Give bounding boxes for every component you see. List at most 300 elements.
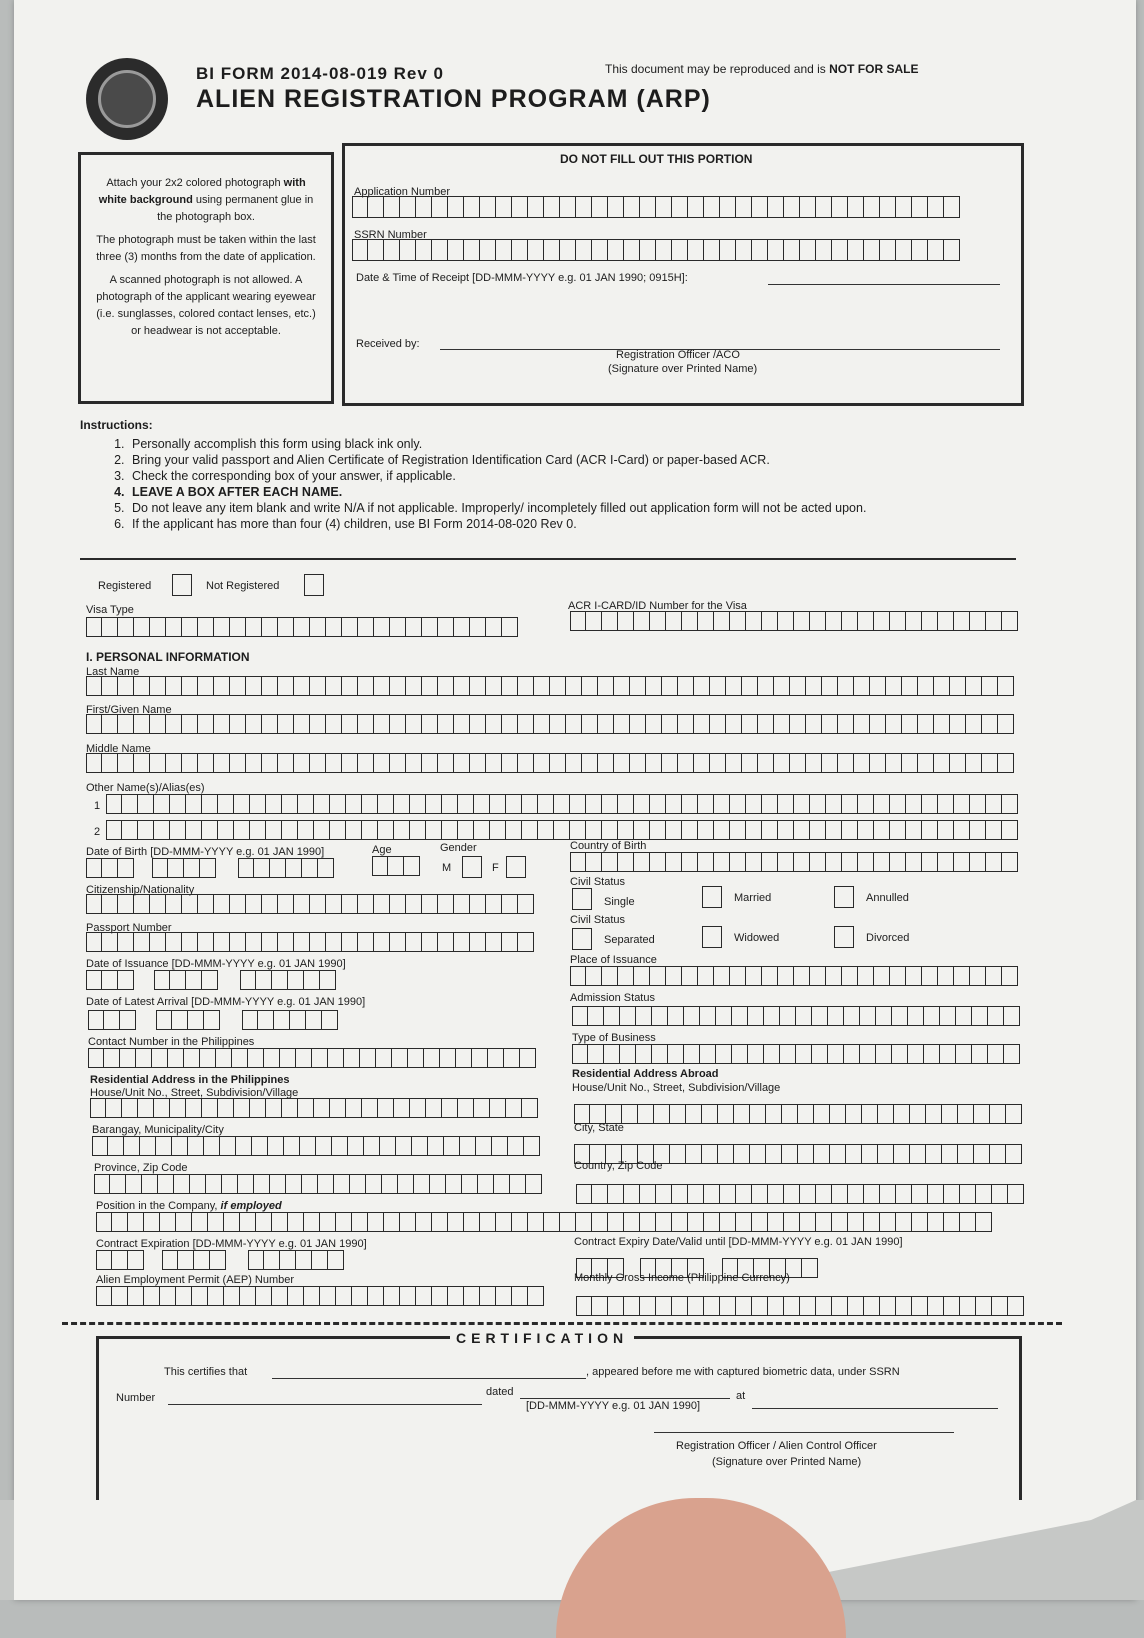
char-box[interactable] bbox=[254, 1174, 270, 1194]
char-box[interactable] bbox=[238, 858, 254, 878]
char-box[interactable] bbox=[262, 676, 278, 696]
char-box[interactable] bbox=[86, 714, 102, 734]
char-box[interactable] bbox=[134, 894, 150, 914]
char-box[interactable] bbox=[238, 1174, 254, 1194]
char-box[interactable] bbox=[118, 932, 134, 952]
char-box[interactable] bbox=[630, 714, 646, 734]
char-box[interactable] bbox=[742, 753, 758, 773]
char-box[interactable] bbox=[742, 676, 758, 696]
char-box[interactable] bbox=[586, 966, 602, 986]
char-box[interactable] bbox=[524, 1136, 540, 1156]
char-box[interactable] bbox=[762, 794, 778, 814]
char-box[interactable] bbox=[214, 753, 230, 773]
char-box[interactable] bbox=[586, 611, 602, 631]
char-box[interactable] bbox=[400, 196, 416, 218]
char-box[interactable] bbox=[974, 1104, 990, 1124]
char-box[interactable] bbox=[464, 1212, 480, 1232]
char-box[interactable] bbox=[464, 196, 480, 218]
char-box[interactable] bbox=[848, 1184, 864, 1204]
char-box[interactable] bbox=[848, 196, 864, 218]
char-box[interactable] bbox=[862, 1144, 878, 1164]
char-box[interactable] bbox=[342, 714, 358, 734]
char-box[interactable] bbox=[780, 1044, 796, 1064]
char-box[interactable] bbox=[166, 894, 182, 914]
civil-single-checkbox[interactable] bbox=[572, 888, 592, 910]
char-box[interactable] bbox=[870, 753, 886, 773]
char-box[interactable] bbox=[502, 932, 518, 952]
char-box[interactable] bbox=[374, 617, 390, 637]
char-box[interactable] bbox=[426, 794, 442, 814]
char-box[interactable] bbox=[746, 820, 762, 840]
char-box[interactable] bbox=[282, 794, 298, 814]
char-box[interactable] bbox=[298, 820, 314, 840]
char-box[interactable] bbox=[640, 1184, 656, 1204]
char-box[interactable] bbox=[576, 1212, 592, 1232]
char-box[interactable] bbox=[874, 852, 890, 872]
char-box[interactable] bbox=[438, 676, 454, 696]
char-box[interactable] bbox=[636, 1006, 652, 1026]
char-box[interactable] bbox=[480, 239, 496, 261]
char-box[interactable] bbox=[710, 676, 726, 696]
char-box[interactable] bbox=[954, 794, 970, 814]
char-box[interactable] bbox=[732, 1006, 748, 1026]
char-box[interactable] bbox=[310, 617, 326, 637]
char-box[interactable] bbox=[440, 1048, 456, 1068]
char-box[interactable] bbox=[438, 753, 454, 773]
char-box[interactable] bbox=[928, 196, 944, 218]
position-boxes[interactable] bbox=[96, 1212, 992, 1232]
char-box[interactable] bbox=[886, 753, 902, 773]
char-box[interactable] bbox=[208, 1286, 224, 1306]
char-box[interactable] bbox=[918, 753, 934, 773]
char-box[interactable] bbox=[990, 1104, 1006, 1124]
char-box[interactable] bbox=[486, 894, 502, 914]
char-box[interactable] bbox=[950, 753, 966, 773]
char-box[interactable] bbox=[358, 676, 374, 696]
char-box[interactable] bbox=[726, 753, 742, 773]
char-box[interactable] bbox=[246, 714, 262, 734]
char-box[interactable] bbox=[870, 676, 886, 696]
char-box[interactable] bbox=[96, 1286, 112, 1306]
char-box[interactable] bbox=[938, 852, 954, 872]
char-box[interactable] bbox=[972, 1006, 988, 1026]
char-box[interactable] bbox=[832, 1212, 848, 1232]
char-box[interactable] bbox=[272, 970, 288, 990]
char-box[interactable] bbox=[718, 1144, 734, 1164]
char-box[interactable] bbox=[810, 820, 826, 840]
char-box[interactable] bbox=[662, 753, 678, 773]
char-box[interactable] bbox=[374, 932, 390, 952]
char-box[interactable] bbox=[598, 753, 614, 773]
char-box[interactable] bbox=[140, 1136, 156, 1156]
dob-year-boxes[interactable] bbox=[238, 858, 334, 878]
char-box[interactable] bbox=[748, 1006, 764, 1026]
char-box[interactable] bbox=[602, 966, 618, 986]
char-box[interactable] bbox=[634, 852, 650, 872]
char-box[interactable] bbox=[614, 676, 630, 696]
char-box[interactable] bbox=[448, 1212, 464, 1232]
char-box[interactable] bbox=[534, 753, 550, 773]
char-box[interactable] bbox=[476, 1136, 492, 1156]
char-box[interactable] bbox=[112, 1286, 128, 1306]
char-box[interactable] bbox=[512, 1212, 528, 1232]
char-box[interactable] bbox=[814, 1144, 830, 1164]
char-box[interactable] bbox=[688, 239, 704, 261]
char-box[interactable] bbox=[430, 1174, 446, 1194]
char-box[interactable] bbox=[698, 611, 714, 631]
char-box[interactable] bbox=[608, 239, 624, 261]
char-box[interactable] bbox=[166, 676, 182, 696]
char-box[interactable] bbox=[966, 753, 982, 773]
char-box[interactable] bbox=[790, 676, 806, 696]
passport-boxes[interactable] bbox=[86, 932, 534, 952]
char-box[interactable] bbox=[982, 753, 998, 773]
char-box[interactable] bbox=[826, 794, 842, 814]
char-box[interactable] bbox=[906, 966, 922, 986]
char-box[interactable] bbox=[726, 676, 742, 696]
char-box[interactable] bbox=[758, 753, 774, 773]
char-box[interactable] bbox=[774, 714, 790, 734]
char-box[interactable] bbox=[944, 1212, 960, 1232]
char-box[interactable] bbox=[422, 714, 438, 734]
char-box[interactable] bbox=[88, 1010, 104, 1030]
char-box[interactable] bbox=[326, 676, 342, 696]
char-box[interactable] bbox=[528, 1212, 544, 1232]
char-box[interactable] bbox=[134, 932, 150, 952]
char-box[interactable] bbox=[176, 1212, 192, 1232]
char-box[interactable] bbox=[496, 239, 512, 261]
char-box[interactable] bbox=[106, 1098, 122, 1118]
char-box[interactable] bbox=[528, 1286, 544, 1306]
char-box[interactable] bbox=[784, 1184, 800, 1204]
char-box[interactable] bbox=[730, 611, 746, 631]
char-box[interactable] bbox=[296, 1048, 312, 1068]
char-box[interactable] bbox=[998, 753, 1014, 773]
char-box[interactable] bbox=[506, 1098, 522, 1118]
char-box[interactable] bbox=[134, 753, 150, 773]
char-box[interactable] bbox=[672, 196, 688, 218]
char-box[interactable] bbox=[938, 820, 954, 840]
char-box[interactable] bbox=[582, 676, 598, 696]
char-box[interactable] bbox=[312, 1250, 328, 1270]
char-box[interactable] bbox=[454, 617, 470, 637]
char-box[interactable] bbox=[380, 1136, 396, 1156]
char-box[interactable] bbox=[902, 714, 918, 734]
char-box[interactable] bbox=[826, 852, 842, 872]
char-box[interactable] bbox=[906, 794, 922, 814]
char-box[interactable] bbox=[912, 1212, 928, 1232]
char-box[interactable] bbox=[224, 1286, 240, 1306]
char-box[interactable] bbox=[154, 794, 170, 814]
ssrn-number-line[interactable] bbox=[168, 1404, 482, 1405]
char-box[interactable] bbox=[170, 970, 186, 990]
char-box[interactable] bbox=[154, 970, 170, 990]
char-box[interactable] bbox=[118, 714, 134, 734]
char-box[interactable] bbox=[106, 820, 122, 840]
char-box[interactable] bbox=[534, 714, 550, 734]
char-box[interactable] bbox=[998, 714, 1014, 734]
char-box[interactable] bbox=[414, 1174, 430, 1194]
char-box[interactable] bbox=[830, 1144, 846, 1164]
char-box[interactable] bbox=[422, 932, 438, 952]
char-box[interactable] bbox=[198, 932, 214, 952]
char-box[interactable] bbox=[432, 239, 448, 261]
char-box[interactable] bbox=[342, 753, 358, 773]
char-box[interactable] bbox=[858, 852, 874, 872]
char-box[interactable] bbox=[416, 1286, 432, 1306]
char-box[interactable] bbox=[518, 894, 534, 914]
char-box[interactable] bbox=[198, 894, 214, 914]
char-box[interactable] bbox=[216, 1048, 232, 1068]
char-box[interactable] bbox=[304, 1286, 320, 1306]
char-box[interactable] bbox=[928, 1296, 944, 1316]
char-box[interactable] bbox=[572, 1006, 588, 1026]
char-box[interactable] bbox=[624, 196, 640, 218]
char-box[interactable] bbox=[358, 894, 374, 914]
char-box[interactable] bbox=[346, 794, 362, 814]
barangay-boxes[interactable] bbox=[92, 1136, 540, 1156]
char-box[interactable] bbox=[910, 1144, 926, 1164]
char-box[interactable] bbox=[134, 714, 150, 734]
char-box[interactable] bbox=[746, 611, 762, 631]
char-box[interactable] bbox=[846, 1144, 862, 1164]
char-box[interactable] bbox=[314, 794, 330, 814]
char-box[interactable] bbox=[182, 676, 198, 696]
char-box[interactable] bbox=[246, 894, 262, 914]
char-box[interactable] bbox=[96, 1212, 112, 1232]
char-box[interactable] bbox=[922, 611, 938, 631]
char-box[interactable] bbox=[1002, 820, 1018, 840]
char-box[interactable] bbox=[120, 1048, 136, 1068]
char-box[interactable] bbox=[950, 676, 966, 696]
char-box[interactable] bbox=[716, 1044, 732, 1064]
char-box[interactable] bbox=[284, 1136, 300, 1156]
char-box[interactable] bbox=[128, 1212, 144, 1232]
char-box[interactable] bbox=[902, 676, 918, 696]
char-box[interactable] bbox=[986, 794, 1002, 814]
char-box[interactable] bbox=[666, 611, 682, 631]
char-box[interactable] bbox=[794, 820, 810, 840]
char-box[interactable] bbox=[214, 894, 230, 914]
char-box[interactable] bbox=[592, 196, 608, 218]
gender-f-checkbox[interactable] bbox=[506, 856, 526, 878]
char-box[interactable] bbox=[730, 966, 746, 986]
char-box[interactable] bbox=[686, 1144, 702, 1164]
char-box[interactable] bbox=[362, 794, 378, 814]
char-box[interactable] bbox=[624, 1212, 640, 1232]
char-box[interactable] bbox=[442, 794, 458, 814]
char-box[interactable] bbox=[908, 1006, 924, 1026]
char-box[interactable] bbox=[136, 1048, 152, 1068]
char-box[interactable] bbox=[752, 196, 768, 218]
country-birth-boxes[interactable] bbox=[570, 852, 1018, 872]
char-box[interactable] bbox=[278, 676, 294, 696]
char-box[interactable] bbox=[672, 239, 688, 261]
char-box[interactable] bbox=[982, 676, 998, 696]
char-box[interactable] bbox=[94, 1174, 110, 1194]
char-box[interactable] bbox=[364, 1136, 380, 1156]
char-box[interactable] bbox=[422, 676, 438, 696]
char-box[interactable] bbox=[848, 1296, 864, 1316]
char-box[interactable] bbox=[102, 617, 118, 637]
char-box[interactable] bbox=[182, 617, 198, 637]
char-box[interactable] bbox=[976, 1184, 992, 1204]
char-box[interactable] bbox=[906, 611, 922, 631]
char-box[interactable] bbox=[162, 1250, 178, 1270]
char-box[interactable] bbox=[248, 1048, 264, 1068]
char-box[interactable] bbox=[288, 970, 304, 990]
char-box[interactable] bbox=[278, 894, 294, 914]
char-box[interactable] bbox=[630, 676, 646, 696]
char-box[interactable] bbox=[698, 794, 714, 814]
char-box[interactable] bbox=[730, 852, 746, 872]
char-box[interactable] bbox=[806, 753, 822, 773]
char-box[interactable] bbox=[214, 714, 230, 734]
char-box[interactable] bbox=[854, 753, 870, 773]
char-box[interactable] bbox=[422, 894, 438, 914]
char-box[interactable] bbox=[168, 858, 184, 878]
char-box[interactable] bbox=[406, 753, 422, 773]
char-box[interactable] bbox=[954, 611, 970, 631]
char-box[interactable] bbox=[566, 714, 582, 734]
char-box[interactable] bbox=[922, 852, 938, 872]
char-box[interactable] bbox=[150, 894, 166, 914]
char-box[interactable] bbox=[704, 196, 720, 218]
char-box[interactable] bbox=[362, 820, 378, 840]
char-box[interactable] bbox=[348, 1136, 364, 1156]
char-box[interactable] bbox=[604, 1006, 620, 1026]
char-box[interactable] bbox=[746, 852, 762, 872]
char-box[interactable] bbox=[336, 1212, 352, 1232]
char-box[interactable] bbox=[602, 794, 618, 814]
civil-separated-checkbox[interactable] bbox=[572, 928, 592, 950]
char-box[interactable] bbox=[608, 1296, 624, 1316]
char-box[interactable] bbox=[512, 1286, 528, 1306]
char-box[interactable] bbox=[198, 714, 214, 734]
char-box[interactable] bbox=[734, 1144, 750, 1164]
char-box[interactable] bbox=[460, 1136, 476, 1156]
char-box[interactable] bbox=[508, 1136, 524, 1156]
char-box[interactable] bbox=[618, 820, 634, 840]
char-box[interactable] bbox=[352, 196, 368, 218]
char-box[interactable] bbox=[314, 1098, 330, 1118]
char-box[interactable] bbox=[794, 966, 810, 986]
char-box[interactable] bbox=[592, 1296, 608, 1316]
char-box[interactable] bbox=[986, 852, 1002, 872]
char-box[interactable] bbox=[926, 1144, 942, 1164]
char-box[interactable] bbox=[442, 1098, 458, 1118]
char-box[interactable] bbox=[406, 894, 422, 914]
char-box[interactable] bbox=[832, 1296, 848, 1316]
char-box[interactable] bbox=[506, 794, 522, 814]
char-box[interactable] bbox=[118, 894, 134, 914]
char-box[interactable] bbox=[264, 1048, 280, 1068]
char-box[interactable] bbox=[192, 1212, 208, 1232]
char-box[interactable] bbox=[694, 714, 710, 734]
issuance-year-boxes[interactable] bbox=[240, 970, 336, 990]
char-box[interactable] bbox=[586, 852, 602, 872]
char-box[interactable] bbox=[796, 1006, 812, 1026]
char-box[interactable] bbox=[582, 714, 598, 734]
char-box[interactable] bbox=[842, 820, 858, 840]
char-box[interactable] bbox=[736, 196, 752, 218]
char-box[interactable] bbox=[368, 239, 384, 261]
char-box[interactable] bbox=[998, 676, 1014, 696]
char-box[interactable] bbox=[700, 1006, 716, 1026]
char-box[interactable] bbox=[288, 1212, 304, 1232]
char-box[interactable] bbox=[650, 794, 666, 814]
char-box[interactable] bbox=[390, 714, 406, 734]
char-box[interactable] bbox=[202, 1098, 218, 1118]
char-box[interactable] bbox=[326, 714, 342, 734]
char-box[interactable] bbox=[366, 1174, 382, 1194]
char-box[interactable] bbox=[194, 1250, 210, 1270]
char-box[interactable] bbox=[842, 852, 858, 872]
char-box[interactable] bbox=[982, 714, 998, 734]
char-box[interactable] bbox=[672, 1212, 688, 1232]
last-name-boxes[interactable] bbox=[86, 676, 1014, 696]
char-box[interactable] bbox=[518, 676, 534, 696]
char-box[interactable] bbox=[186, 1098, 202, 1118]
char-box[interactable] bbox=[88, 1048, 104, 1068]
char-box[interactable] bbox=[672, 1184, 688, 1204]
char-box[interactable] bbox=[426, 1098, 442, 1118]
char-box[interactable] bbox=[496, 1212, 512, 1232]
char-box[interactable] bbox=[634, 820, 650, 840]
char-box[interactable] bbox=[832, 196, 848, 218]
char-box[interactable] bbox=[304, 1212, 320, 1232]
admission-status-boxes[interactable] bbox=[572, 1006, 1020, 1026]
char-box[interactable] bbox=[288, 1286, 304, 1306]
char-box[interactable] bbox=[184, 1048, 200, 1068]
char-box[interactable] bbox=[890, 611, 906, 631]
char-box[interactable] bbox=[598, 714, 614, 734]
char-box[interactable] bbox=[860, 1044, 876, 1064]
char-box[interactable] bbox=[522, 1098, 538, 1118]
char-box[interactable] bbox=[554, 794, 570, 814]
char-box[interactable] bbox=[784, 1212, 800, 1232]
char-box[interactable] bbox=[762, 611, 778, 631]
char-box[interactable] bbox=[294, 894, 310, 914]
char-box[interactable] bbox=[438, 894, 454, 914]
char-box[interactable] bbox=[496, 1286, 512, 1306]
char-box[interactable] bbox=[528, 239, 544, 261]
char-box[interactable] bbox=[766, 1144, 782, 1164]
char-box[interactable] bbox=[410, 794, 426, 814]
char-box[interactable] bbox=[940, 1006, 956, 1026]
char-box[interactable] bbox=[902, 753, 918, 773]
char-box[interactable] bbox=[958, 1144, 974, 1164]
char-box[interactable] bbox=[470, 676, 486, 696]
char-box[interactable] bbox=[512, 196, 528, 218]
char-box[interactable] bbox=[800, 1184, 816, 1204]
char-box[interactable] bbox=[736, 1296, 752, 1316]
char-box[interactable] bbox=[620, 1044, 636, 1064]
char-box[interactable] bbox=[104, 1048, 120, 1068]
char-box[interactable] bbox=[928, 239, 944, 261]
char-box[interactable] bbox=[294, 932, 310, 952]
char-box[interactable] bbox=[544, 1212, 560, 1232]
char-box[interactable] bbox=[662, 714, 678, 734]
char-box[interactable] bbox=[506, 820, 522, 840]
char-box[interactable] bbox=[682, 852, 698, 872]
char-box[interactable] bbox=[960, 1184, 976, 1204]
char-box[interactable] bbox=[262, 714, 278, 734]
char-box[interactable] bbox=[736, 1184, 752, 1204]
char-box[interactable] bbox=[486, 617, 502, 637]
contract-exp-month-boxes[interactable] bbox=[162, 1250, 226, 1270]
char-box[interactable] bbox=[602, 820, 618, 840]
